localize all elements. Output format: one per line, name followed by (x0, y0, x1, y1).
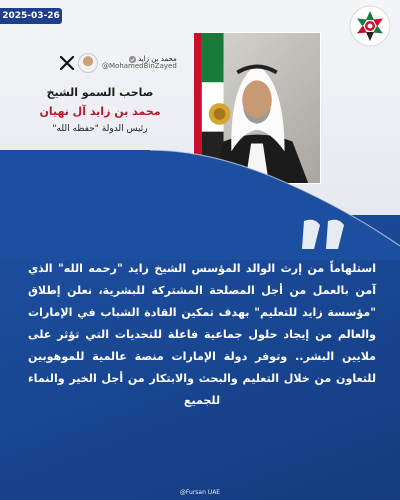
person-role: رئيس الدولة "حفظه الله" (52, 124, 148, 134)
honorific-title: صاحب السمو الشيخ (46, 86, 154, 99)
x-logo-icon (60, 56, 74, 70)
avatar (78, 53, 98, 73)
source-handle: @MohamedBinZayed (102, 62, 177, 70)
statement-text: استلهاماً من إرث الوالد المؤسس الشيخ زايد "رحمه الله" الذي آمن بالعمل من أجل المصلحة المشتركة للبشرية، نعلن إطلاق "مؤسسة زايد للتعليم" بهدف تمكين القادة الشباب في الإمارات والعالم من إيجاد حلول جماعية فاعلة للتحديات التي تؤثر على ملايين البشر.. وتوفر دولة الإمارات منصة عالمية للموهوبين للتعاون من خلال التعليم والبحث والابتكار من أجل الخير والنماء للجميع (28, 262, 376, 407)
date-badge: 2025-03-26 (0, 8, 62, 24)
footer-credit: @Fursan UAE (179, 489, 221, 496)
person-name: محمد بن زايد آل نهيان (39, 105, 161, 118)
quote-icon (300, 215, 348, 255)
source-attribution (60, 50, 190, 76)
source-name: محمد بن زايد (138, 54, 177, 63)
fursan-logo (348, 4, 392, 48)
title-block (20, 86, 180, 134)
